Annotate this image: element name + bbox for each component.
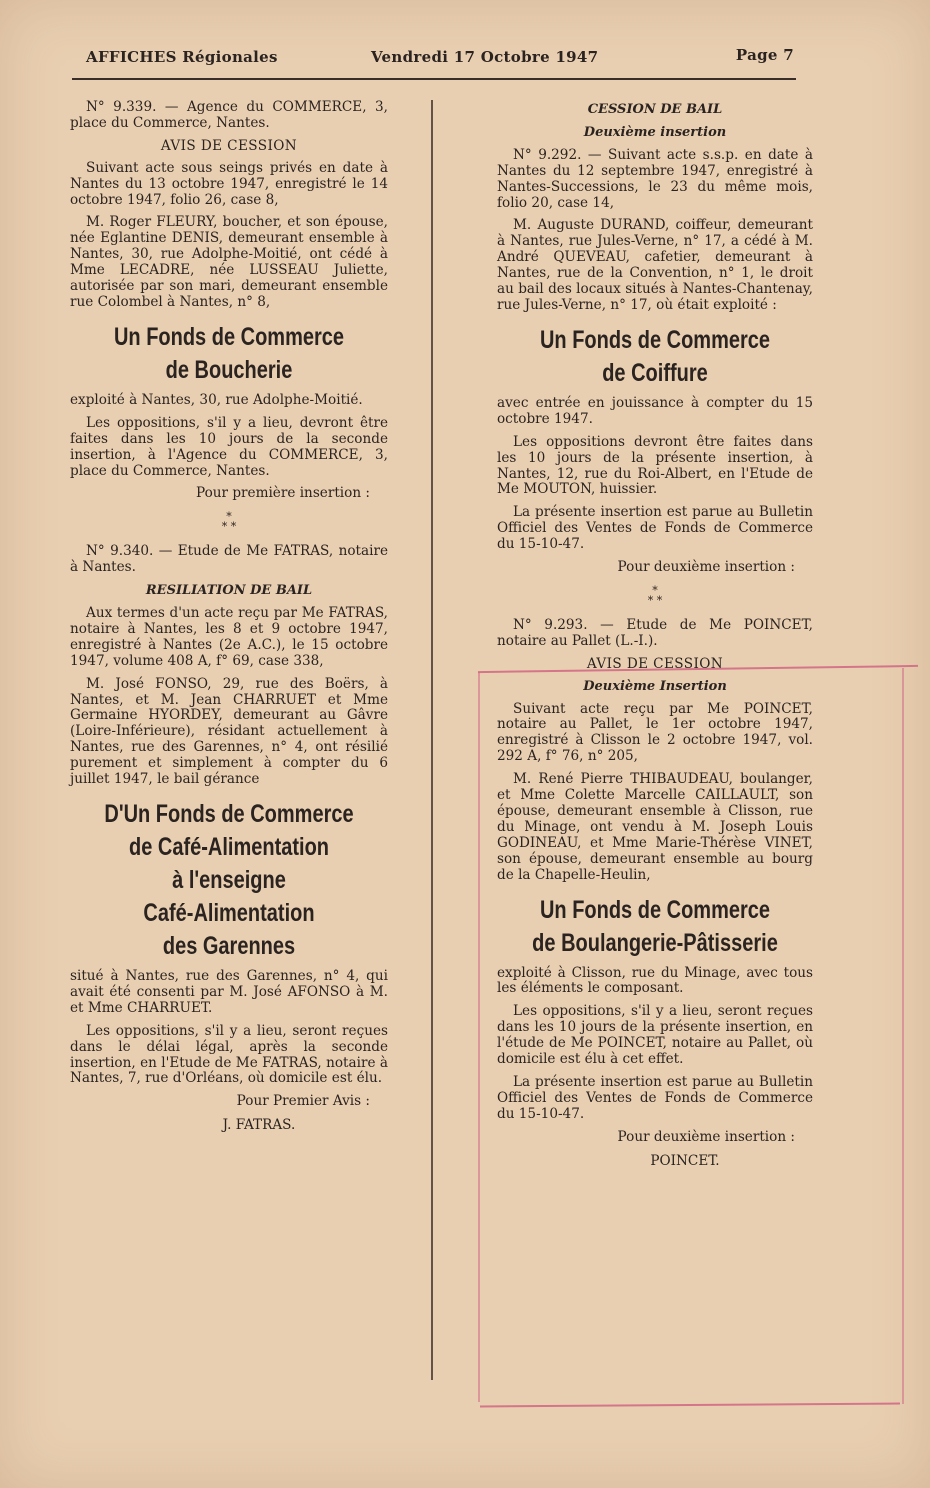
fonds-title: [102, 798, 356, 963]
notice-heading: CESSION DE BAIL: [587, 102, 723, 117]
fonds-title-line: de Boucherie: [165, 355, 293, 384]
column-divider: [431, 100, 433, 1380]
right-column: [497, 100, 813, 1176]
fonds-title-line: de Boulangerie-Pâtisserie: [532, 928, 778, 957]
notice-intro: N° 9.340. — Etude de Me FATRAS, notaire à Nantes.: [70, 543, 388, 576]
fonds-title-line: de Coiffure: [602, 358, 708, 387]
signature: POINCET.: [650, 1152, 720, 1169]
notice-paragraph: Suivant acte sous seings privés en date à Nantes du 13 octobre 1947, enregistré le 14 octobre 1947, folio 26, case 8,: [70, 159, 388, 208]
closing-line: Pour première insertion :: [195, 485, 370, 502]
notice-paragraph: N° 9.292. — Suivant acte s.s.p. en date à Nantes du 12 septembre 1947, enregistré à Nantes-Successions, le 23 du même mois, folio 20, case 14,: [497, 146, 813, 211]
fonds-title-line: Un Fonds de Commerce: [113, 322, 345, 351]
notice-paragraph: exploité à Nantes, 30, rue Adolphe-Moitié.: [70, 391, 363, 408]
notice-paragraph: avec entrée en jouissance à compter du 15 octobre 1947.: [497, 394, 813, 427]
signature: J. FATRAS.: [222, 1117, 296, 1134]
notice-heading: AVIS DE CESSION: [160, 137, 298, 154]
pink-marker-right: [902, 668, 904, 1404]
header-rule: [72, 78, 796, 80]
left-column: [70, 100, 388, 1140]
fonds-title: [529, 324, 782, 390]
publication-title: AFFICHES Régionales: [86, 48, 278, 66]
fonds-title-line: à l'enseigne: [172, 866, 286, 894]
pink-marker-left: [478, 672, 480, 1402]
fonds-title-line: Un Fonds de Commerce: [539, 325, 771, 354]
fonds-title: [529, 894, 782, 960]
separator-asterism: * * *: [221, 510, 237, 534]
fonds-title-line: Café-Alimentation: [143, 899, 315, 927]
page-header: [86, 44, 794, 74]
notice-paragraph: M. José FONSO, 29, rue des Boërs, à Nantes, et M. Jean CHARRUET et Mme Germaine HYORDEY, demeurant au Gâvre (Loire-Inférieure), résidant actuellement à Nantes, rue des Garennes, n° 4, ont résilié purement et simplement à compter du 6 juillet 1947, le bail gérance: [70, 675, 388, 788]
closing-line: Pour deuxième insertion :: [617, 559, 795, 576]
notice-paragraph: La présente insertion est parue au Bulletin Officiel des Ventes de Fonds de Commerce du 15-10-47.: [497, 1073, 813, 1122]
notice-paragraph: situé à Nantes, rue des Garennes, n° 4, qui avait été consenti par M. José AFONSO à M. et Mme CHARRUET.: [70, 968, 388, 1016]
notice-paragraph: M. Auguste DURAND, coiffeur, demeurant à Nantes, rue Jules-Verne, n° 17, a cédé à M. André QUEVEAU, cafetier, demeurant à Nantes, rue de la Convention, n° 1, le droit au bail des locaux situés à Nantes-Chantenay, rue Jules-Verne, n° 17, où était exploité :: [497, 217, 813, 313]
notice-subheading: Deuxième Insertion: [583, 678, 727, 694]
issue-date: Vendredi 17 Octobre 1947: [371, 48, 599, 66]
notice-intro: N° 9.293. — Etude de Me POINCET, notaire au Pallet (L.-I.).: [497, 616, 813, 649]
closing-line: Pour deuxième insertion :: [617, 1128, 795, 1145]
pink-marker-bottom: [480, 1403, 900, 1408]
notice-paragraph: Aux termes d'un acte reçu par Me FATRAS, notaire à Nantes, les 8 et 9 octobre 1947, enregistré à Nantes (2e A.C.), le 15 octobre 1947, volume 408 A, f° 69, case 338,: [70, 605, 388, 669]
closing-line: Pour Premier Avis :: [236, 1093, 370, 1110]
fonds-title: [102, 321, 356, 387]
notice-subheading: Deuxième insertion: [583, 124, 727, 140]
fonds-title-line: des Garennes: [162, 932, 296, 960]
notice-paragraph: Les oppositions, s'il y a lieu, seront reçues dans les 10 jours de la présente insertion, en l'étude de Me POINCET, notaire au Pallet, où domicile est élu à cet effet.: [497, 1003, 813, 1068]
notice-paragraph: Les oppositions devront être faites dans les 10 jours de la présente insertion, à Nantes, 12, rue du Roi-Albert, en l'Etude de Me MOUTON, huissier.: [497, 433, 813, 498]
notice-paragraph: M. Roger FLEURY, boucher, et son épouse, née Eglantine DENIS, demeurant ensemble à Nantes, 30, rue Adolphe-Moitié, ont cédé à Mme LECADRE, née LUSSEAU Juliette, autorisée par son mari, demeurant ensemble rue Colombel à Nantes, n° 8,: [70, 214, 388, 310]
page-number: Page 7: [735, 46, 794, 64]
notice-paragraph: Suivant acte reçu par Me POINCET, notaire au Pallet, le 1er octobre 1947, enregistré à Clisson le 2 octobre 1947, vol. 292 A, f° 76, n° 205,: [497, 700, 813, 765]
notice-heading: AVIS DE CESSION: [586, 655, 724, 672]
fonds-title-line: de Café-Alimentation: [128, 833, 330, 861]
separator-asterism: * * *: [647, 583, 663, 607]
fonds-title-line: Un Fonds de Commerce: [539, 895, 771, 924]
notice-paragraph: exploité à Clisson, rue du Minage, avec tous les éléments le composant.: [497, 964, 813, 997]
notice-paragraph: Les oppositions, s'il y a lieu, seront reçues dans le délai légal, après la seconde insertion, en l'Etude de Me FATRAS, notaire à Nantes, 7, rue d'Orléans, où domicile est élu.: [70, 1022, 388, 1087]
notice-paragraph: M. René Pierre THIBAUDEAU, boulanger, et Mme Colette Marcelle CAILLAULT, son épouse, demeurant ensemble à Clisson, rue du Minage, ont vendu à M. Joseph Louis GODINEAU, et Mme Marie-Thérèse VINET, son épouse, demeurant ensemble au bourg de la Chapelle-Heulin,: [497, 771, 813, 883]
notice-intro: N° 9.339. — Agence du COMMERCE, 3, place du Commerce, Nantes.: [70, 99, 388, 131]
notice-heading: RESILIATION DE BAIL: [145, 583, 313, 599]
notice-paragraph: Les oppositions, s'il y a lieu, devront être faites dans les 10 jours de la seconde insertion, à l'Agence du COMMERCE, 3, place du Commerce, Nantes.: [70, 414, 388, 479]
notice-paragraph: La présente insertion est parue au Bulletin Officiel des Ventes de Fonds de Commerce du 15-10-47.: [497, 504, 813, 553]
fonds-title-line: D'Un Fonds de Commerce: [104, 800, 354, 828]
